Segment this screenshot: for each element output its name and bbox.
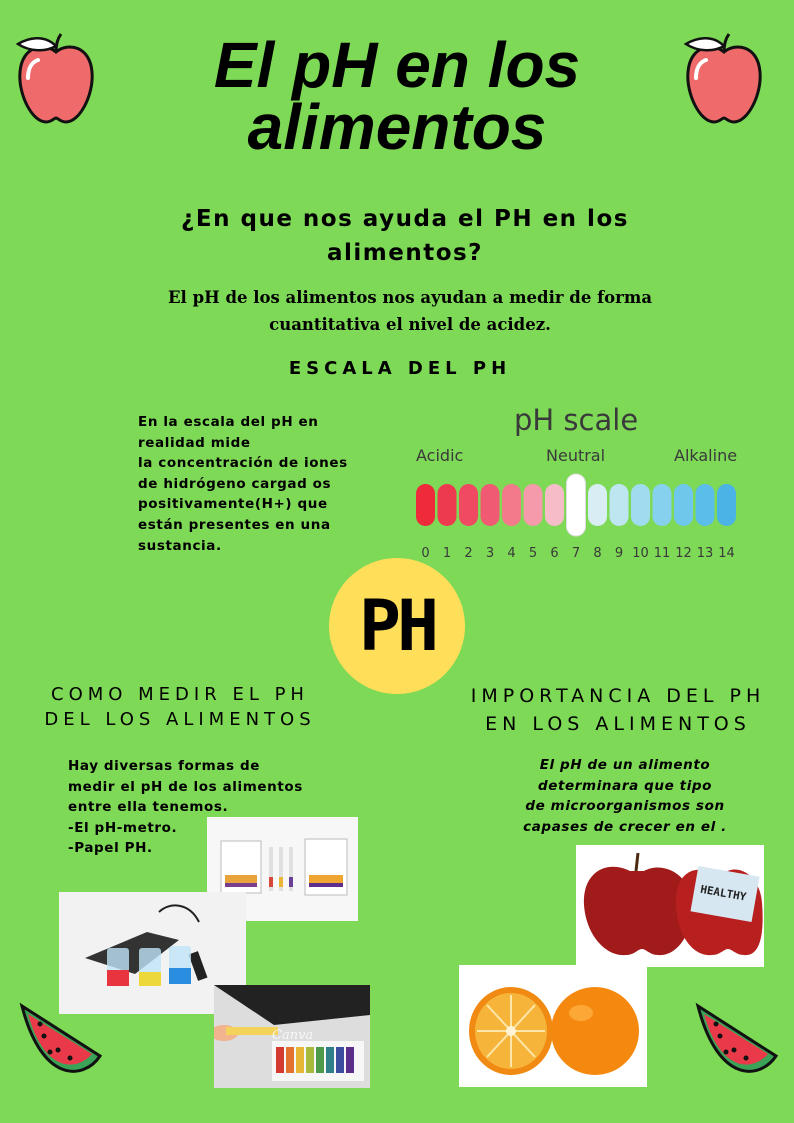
ph-number-14: 14 [718,546,735,561]
ph-bar-9 [610,484,629,526]
ph-number-0: 0 [421,546,430,561]
ph-bar-1 [438,484,457,526]
ph-number-9: 9 [614,546,624,561]
escala-heading: ESCALA DEL PH [288,358,512,379]
ph-number-8: 8 [593,546,602,561]
watermelon-icon-left [14,1000,106,1082]
ph-bar-12 [674,484,693,526]
intro-text: El pH de los alimentos nos ayudan a medir de forma cuantitativa el nivel de acidez. [167,288,653,334]
ph-number-2: 2 [464,546,473,561]
medir-heading: COMO MEDIR EL PH DEL LOS ALIMENTOS [44,684,316,730]
ph-bar-4 [502,484,521,526]
importancia-text: El pH de un alimento determinara que tipo de microorganismos son capases de crecer en el . [523,757,727,835]
importancia-heading: IMPORTANCIA DEL PH EN LOS ALIMENTOS [470,685,766,735]
ph-bar-10 [631,484,650,526]
page-title: El pH en los alimentos [213,29,581,163]
ph-bar-8 [588,484,607,526]
ph-scale-alkaline: Alkaline [674,446,738,465]
ph-bar-11 [653,484,672,526]
apples-photo [576,845,764,967]
ph-number-4: 4 [507,546,516,561]
ph-circle-badge [329,558,465,694]
ph-number-12: 12 [675,546,692,561]
ph-bar-7 [567,474,586,536]
ph-number-6: 6 [550,546,559,561]
ph-number-7: 7 [571,546,581,561]
ph-paper-hand-photo [214,985,370,1088]
ph-number-10: 10 [632,546,649,561]
apple-icon-right [682,32,766,126]
ph-number-13: 13 [696,546,714,561]
medir-text: Hay diversas formas de medir el pH de los alimentos entre ella tenemos. -El pH-metro. -Papel PH. [68,758,303,857]
ph-scale-acidic: Acidic [416,446,464,465]
ph-scale-title: pH scale [514,403,639,437]
ph-scale-graphic [408,398,748,566]
ph-bar-2 [459,484,478,526]
apple-icon-left [14,32,98,126]
ph-bar-0 [416,484,435,526]
ph-bar-6 [545,484,564,526]
oranges-photo [459,965,647,1087]
ph-bar-13 [696,484,715,526]
ph-bar-5 [524,484,543,526]
ph-circle-label: PH [358,585,436,667]
question-heading: ¿En que nos ayuda el PH en los alimentos? [181,206,629,266]
ph-number-3: 3 [485,546,495,561]
ph-bar-3 [481,484,500,526]
watermelon-icon-right [690,1000,782,1082]
ph-bar-14 [717,484,736,526]
watermark-text: Canva [272,1028,314,1043]
ph-number-11: 11 [653,546,671,561]
healthy-note-text: HEALTHY [699,882,748,904]
ph-scale-neutral: Neutral [546,446,606,465]
ph-number-1: 1 [442,546,452,561]
escala-text: En la escala del pH en realidad mide la concentración de iones de hidrógeno cargad os positivamente(H+) que están presentes en una sustancia. [138,414,348,554]
ph-number-5: 5 [528,546,538,561]
